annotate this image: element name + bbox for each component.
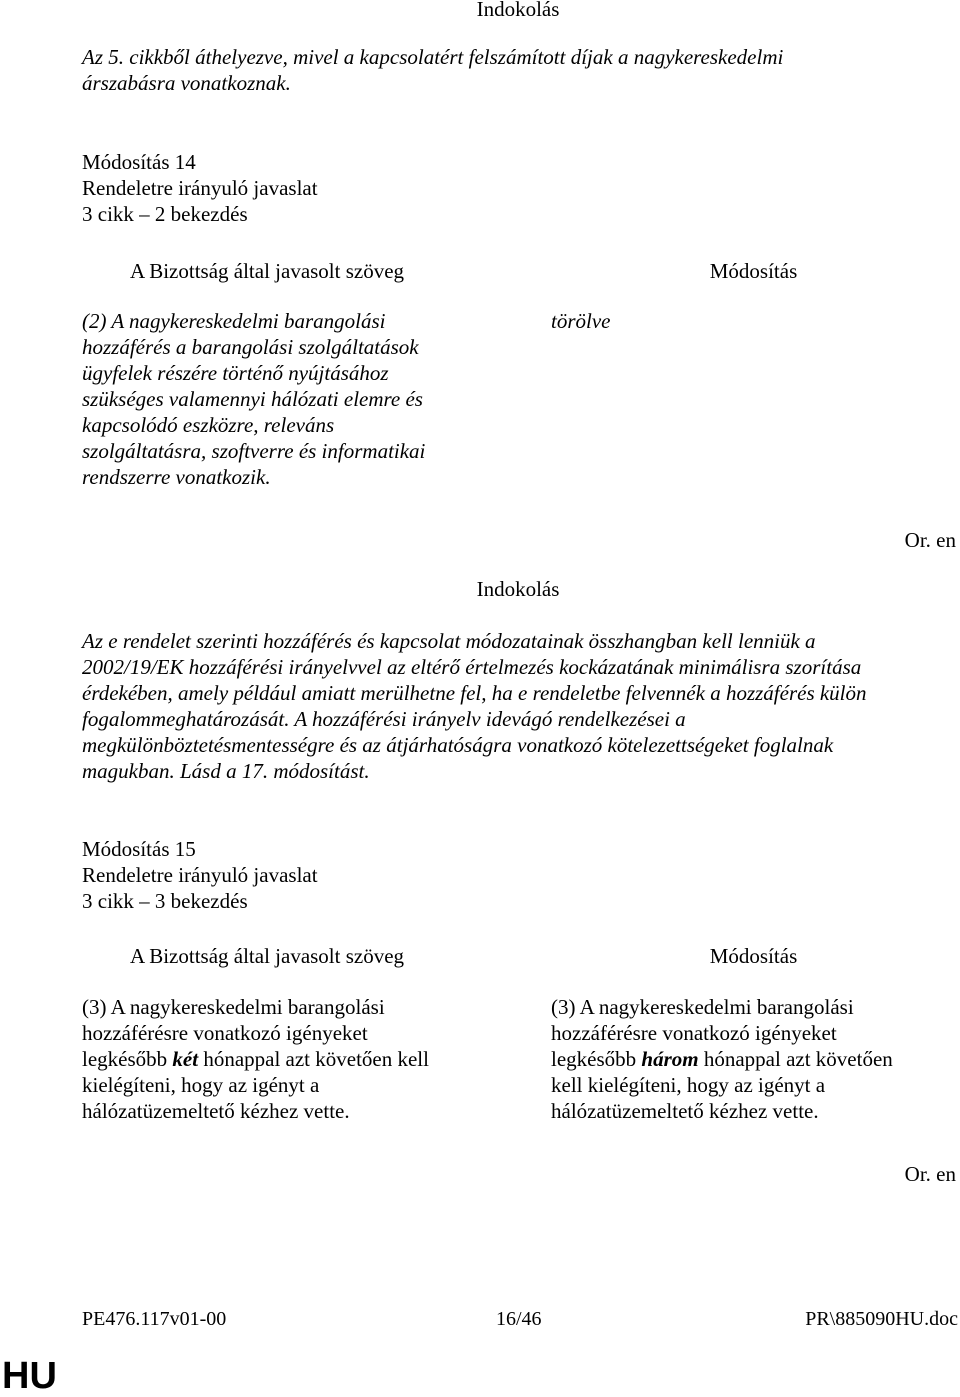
article-reference: 3 cikk – 2 bekezdés xyxy=(82,202,248,226)
commission-text-14: (2) A nagykereskedelmi barangolási hozzáférés a barangolási szolgáltatások ügyfelek részére történő nyújtásához szükséges valamennyi hálózati elemre és kapcsolódó eszközre, releváns szolgáltatásra, szoftverre és informatikai rendszerre vonatkozik. xyxy=(82,309,426,489)
justification-heading-14: Indokolás xyxy=(476,577,560,601)
emphasized-change: három xyxy=(641,1047,699,1071)
amendment-15-heading xyxy=(82,836,318,914)
amendment-text-14: törölve xyxy=(551,309,611,333)
commission-text-15: (3) A nagykereskedelmi barangolási hozzáférésre vonatkozó igényeket legkésőbb két hónappal azt követően kell kielégíteni, hogy az igényt a hálózatüzemeltető kézhez vette. xyxy=(82,995,429,1123)
justification-heading-top: Indokolás xyxy=(476,0,560,21)
amendment-number: Módosítás 14 xyxy=(82,150,196,174)
footer-file-name: PR\885090HU.doc xyxy=(805,1308,958,1330)
column-header-commission-text: A Bizottság által javasolt szöveg xyxy=(129,944,405,968)
column-header-commission-text: A Bizottság által javasolt szöveg xyxy=(129,259,405,283)
column-header-amendment: Módosítás xyxy=(709,259,798,283)
justification-text-14: Az e rendelet szerinti hozzáférés és kapcsolat módozatainak összhangban kell lenniük a 2002/19/EK hozzáférési irányelvvel az eltérő értelmezés kockázatának minimálisra szorítása érdekében, amely például amiatt merülhetne fel, ha e rendeletbe felvennék a hozzáférés külön fogalommeghatározását. A hozzáférési irányelv idevágó rendelkezései a megkülönböztetésmentességre és az átjárhatóságra vonatkozó kötelezettségeket foglalnak magukban. Lásd a 17. módosítást. xyxy=(82,629,867,783)
footer-page-number: 16/46 xyxy=(496,1308,542,1330)
column-header-amendment: Módosítás xyxy=(709,944,798,968)
amendment-14-heading xyxy=(82,149,318,227)
proposal-title: Rendeletre irányuló javaslat xyxy=(82,863,318,887)
footer-document-reference: PE476.117v01-00 xyxy=(82,1308,227,1330)
language-code-label: HU xyxy=(2,1355,57,1397)
proposal-title: Rendeletre irányuló javaslat xyxy=(82,176,318,200)
amendment-number: Módosítás 15 xyxy=(82,837,196,861)
original-language-14: Or. en xyxy=(904,528,956,552)
justification-text-top: Az 5. cikkből áthelyezve, mivel a kapcsolatért felszámított díjak a nagykereskedelmi árszabásra vonatkoznak. xyxy=(82,45,784,95)
amendment-text-15: (3) A nagykereskedelmi barangolási hozzáférésre vonatkozó igényeket legkésőbb három hónappal azt követően kell kielégíteni, hogy az igényt a hálózatüzemeltető kézhez vette. xyxy=(551,995,893,1123)
original-language-15: Or. en xyxy=(904,1162,956,1186)
article-reference: 3 cikk – 3 bekezdés xyxy=(82,889,248,913)
emphasized-change: két xyxy=(172,1047,199,1071)
